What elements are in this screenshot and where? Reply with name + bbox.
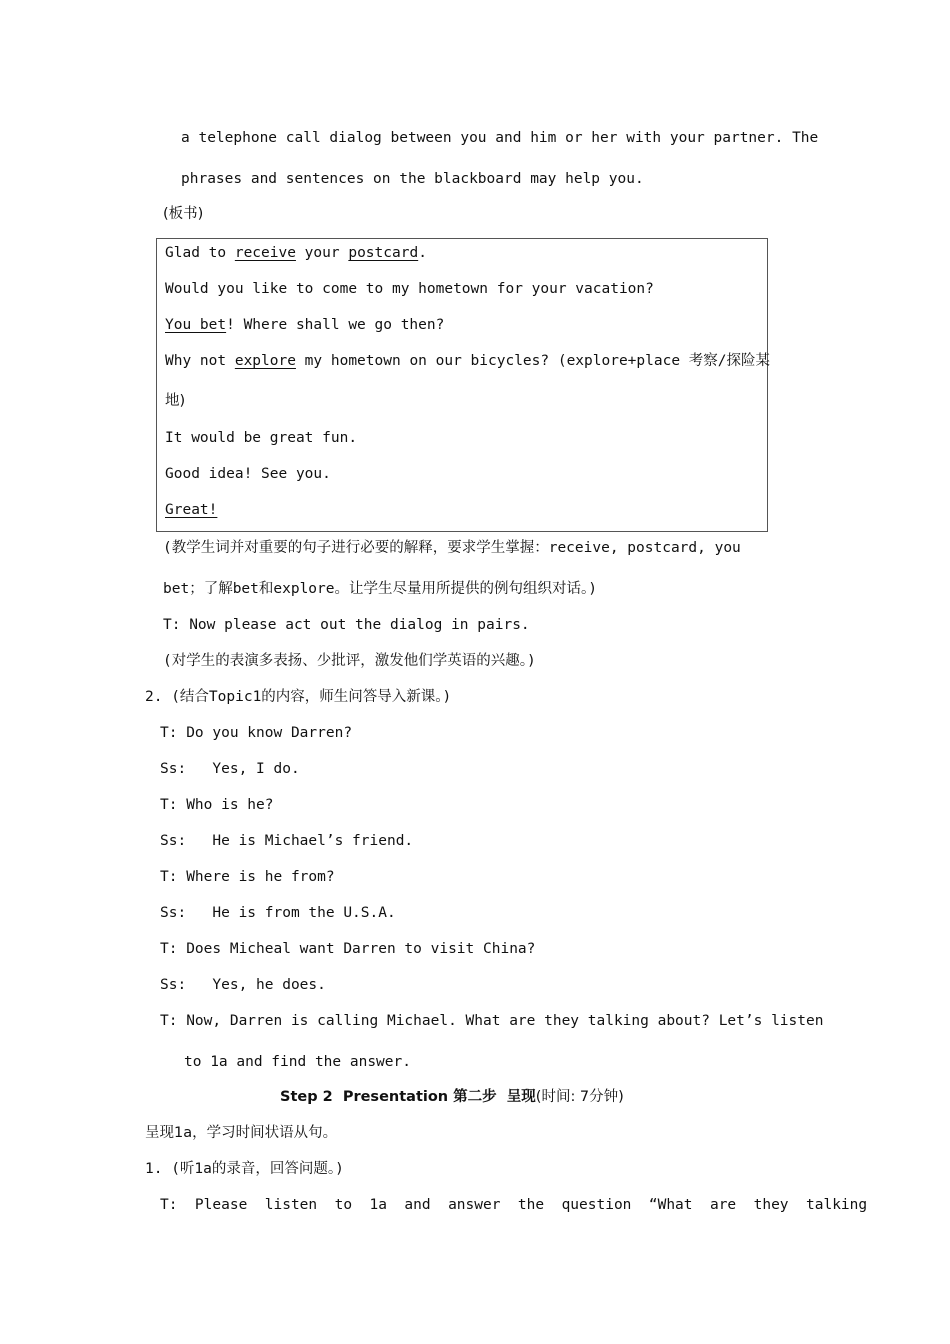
board-text: Why not bbox=[165, 353, 235, 369]
step-2-item-1: 1. (听1a的录音，回答问题。) bbox=[145, 1161, 344, 1177]
dialog-line: Ss: Yes, he does. bbox=[160, 977, 326, 993]
dialog-line: T: Do you know Darren? bbox=[160, 725, 353, 741]
board-line-7: Good idea! See you. bbox=[165, 466, 331, 482]
step-2-subtitle: 呈现1a，学习时间状语从句。 bbox=[145, 1125, 338, 1141]
intro-line-2: phrases and sentences on the blackboard may help you. bbox=[181, 171, 644, 187]
dialog-line: to 1a and find the answer. bbox=[184, 1054, 411, 1070]
board-line-4 bbox=[165, 351, 770, 371]
dialog-line: Ss: Yes, I do. bbox=[160, 761, 300, 777]
board-line-8: Great! bbox=[165, 502, 218, 518]
board-line-1 bbox=[165, 243, 427, 263]
step-2-time: (时间: 7分钟) bbox=[535, 1089, 624, 1105]
note-line-4: (对学生的表演多表扬、少批评，激发他们学英语的兴趣。) bbox=[163, 653, 536, 669]
board-text: ! Where shall we go then? bbox=[226, 317, 445, 333]
board-keyword-explore: explore bbox=[234, 353, 296, 369]
note-line-1: (教学生词并对重要的句子进行必要的解释，要求学生掌握：receive, postcard, you bbox=[163, 540, 741, 556]
board-text: . bbox=[418, 245, 427, 261]
step-2-teacher-line: T: Please listen to 1a and answer the question “What are they talking bbox=[160, 1197, 868, 1213]
intro-line-1: a telephone call dialog between you and him or her with your partner. The bbox=[181, 130, 819, 146]
board-keyword-postcard: postcard bbox=[348, 245, 419, 261]
board-line-3 bbox=[165, 315, 444, 335]
step-2-title: Step 2 Presentation 第二步 呈现 bbox=[280, 1089, 536, 1105]
board-line-2: Would you like to come to my hometown for your vacation? bbox=[165, 281, 654, 297]
board-text: Glad to bbox=[165, 245, 235, 261]
note-line-3: T: Now please act out the dialog in pairs. bbox=[163, 617, 530, 633]
section-2-title: 2. (结合Topic1的内容，师生问答导入新课。) bbox=[145, 689, 452, 705]
dialog-line: Ss: He is Michael’s friend. bbox=[160, 833, 414, 849]
dialog-line: T: Where is he from? bbox=[160, 869, 335, 885]
step-2-heading bbox=[280, 1087, 624, 1107]
board-keyword-receive: receive bbox=[234, 245, 296, 261]
dialog-line: T: Now, Darren is calling Michael. What are they talking about? Let’s listen bbox=[160, 1013, 824, 1029]
board-text: my hometown on our bicycles? (explore+place 考察/探险某 bbox=[295, 353, 771, 369]
dialog-line: T: Who is he? bbox=[160, 797, 274, 813]
note-line-2: bet；了解bet和explore。让学生尽量用所提供的例句组织对话。) bbox=[163, 581, 597, 597]
board-keyword-you-bet: You bet bbox=[165, 317, 227, 333]
dialog-line: Ss: He is from the U.S.A. bbox=[160, 905, 396, 921]
board-label: (板书) bbox=[163, 206, 204, 222]
board-text: your bbox=[295, 245, 349, 261]
board-line-5: 地) bbox=[165, 393, 186, 409]
dialog-line: T: Does Micheal want Darren to visit China? bbox=[160, 941, 536, 957]
board-line-6: It would be great fun. bbox=[165, 430, 358, 446]
